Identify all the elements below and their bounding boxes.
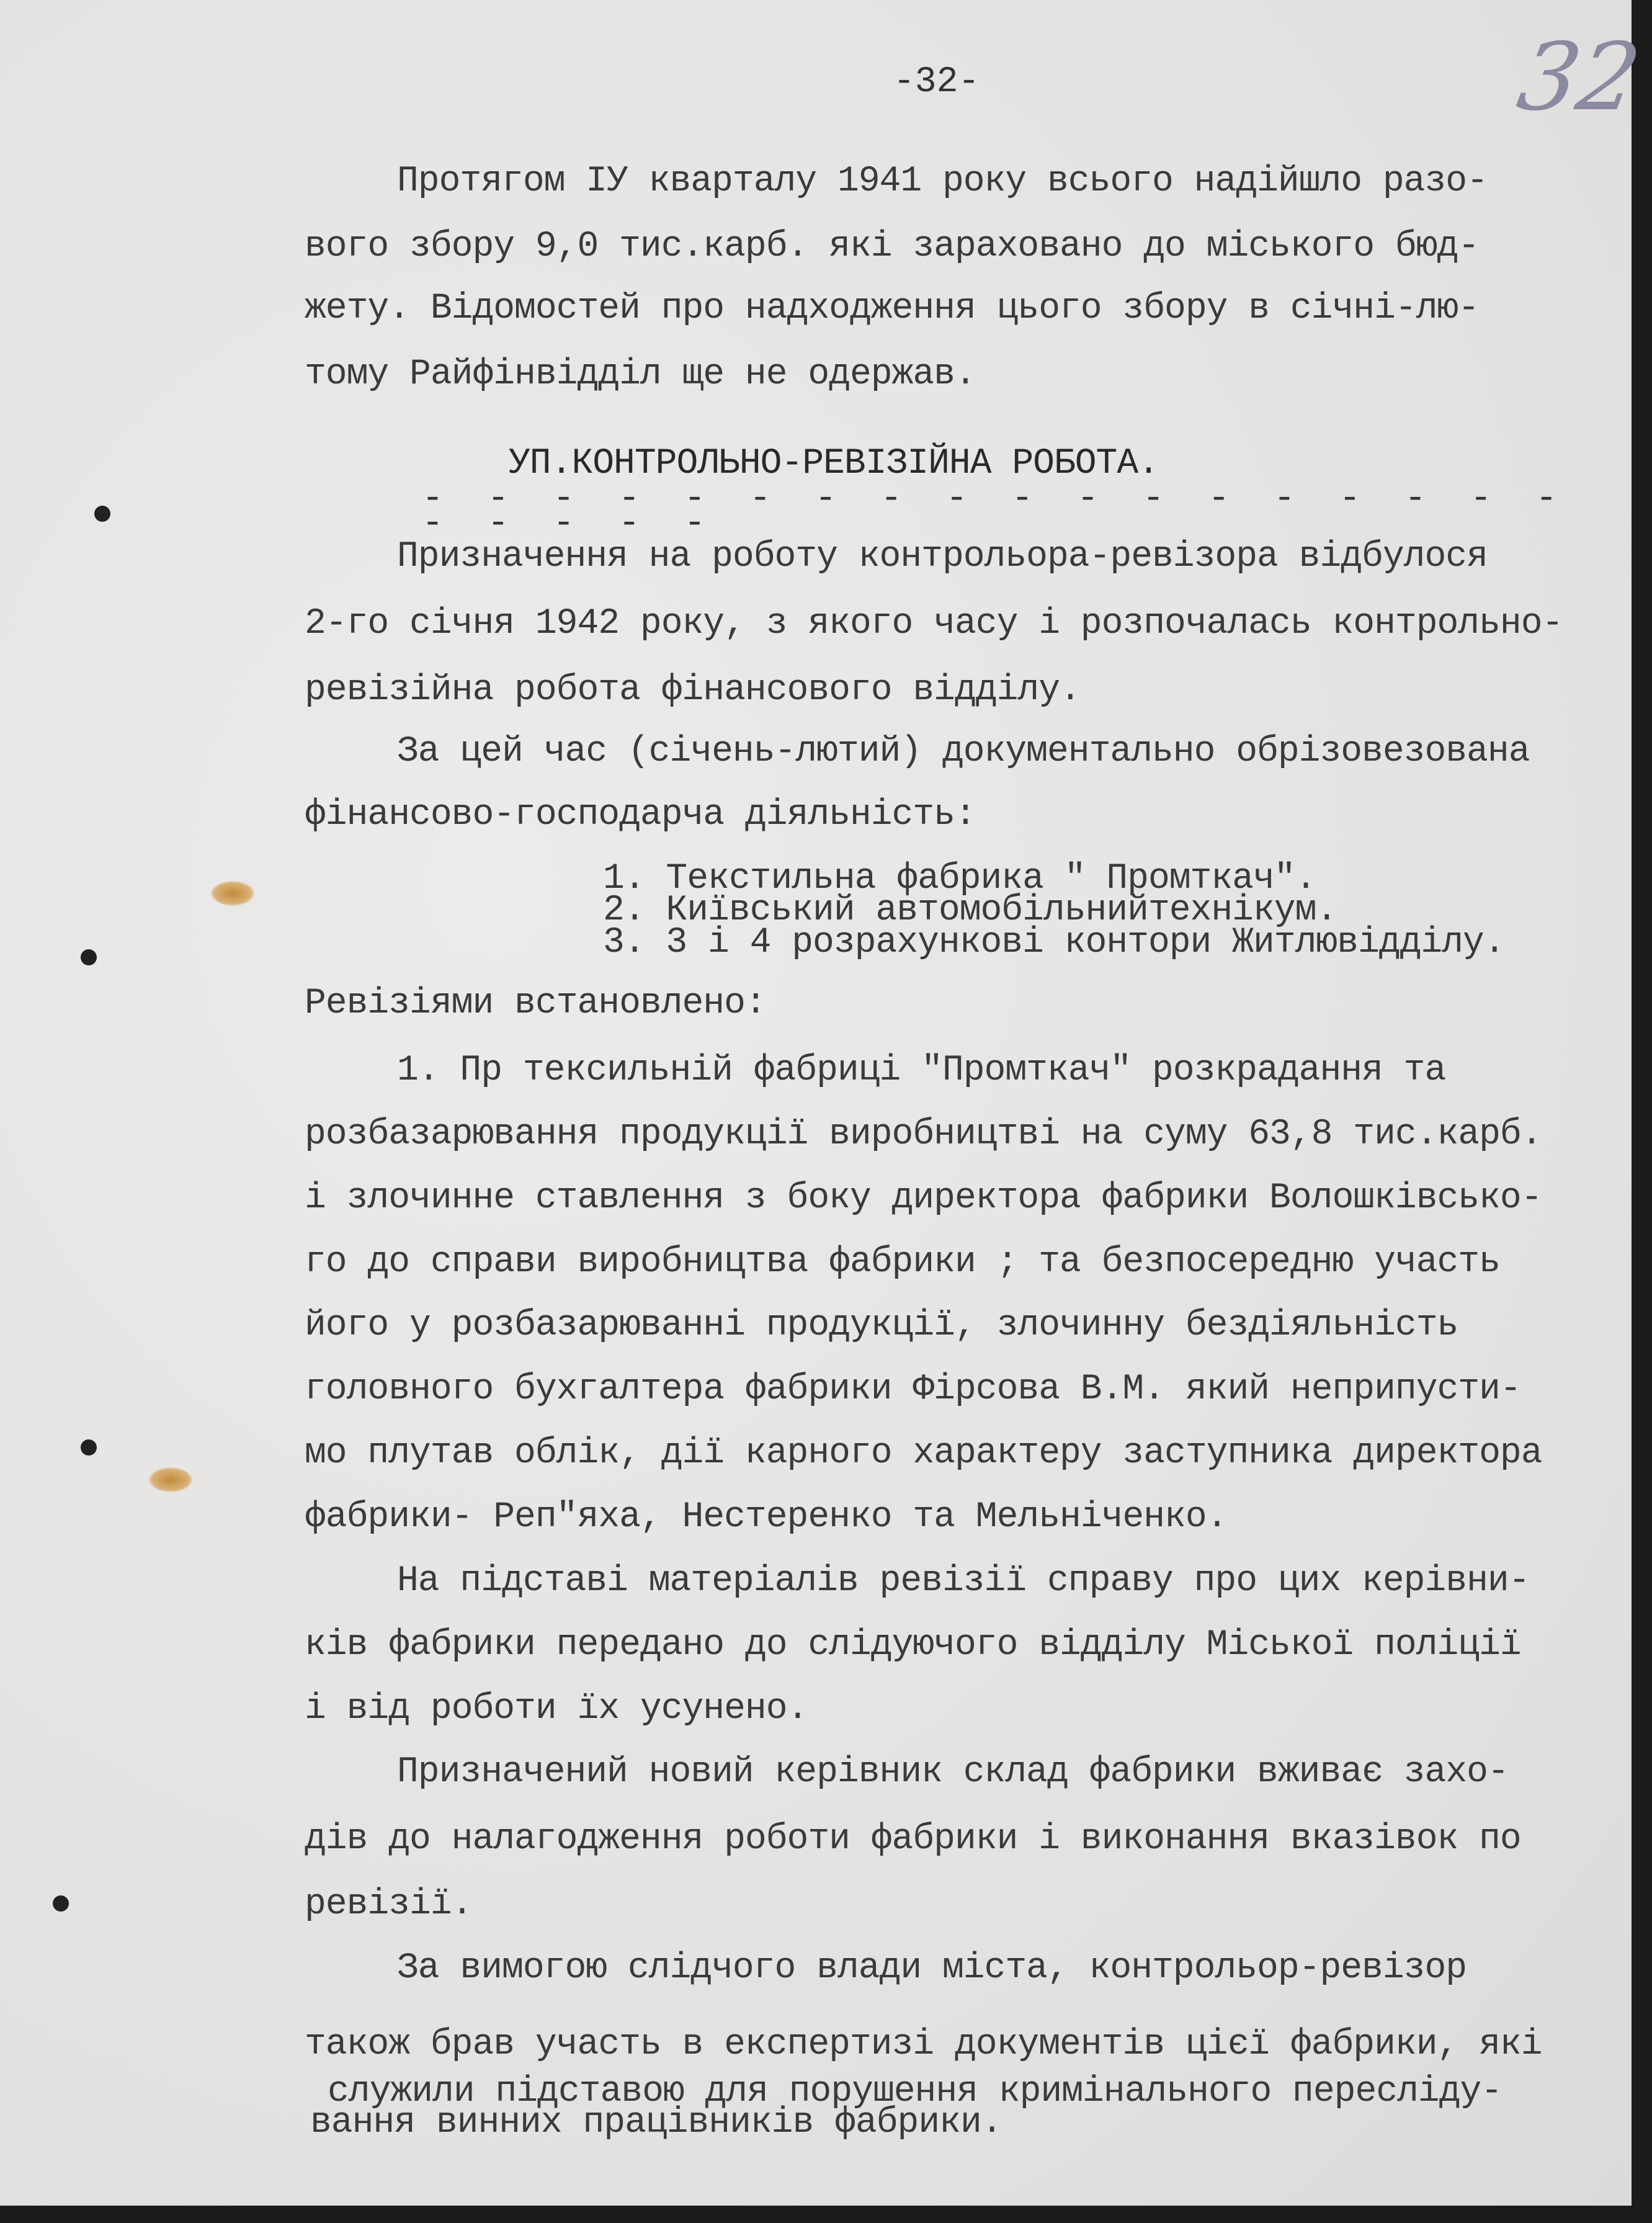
text-line: мо плутав облік, дії карного характеру заступника директора [305, 1433, 1542, 1474]
rust-stain [149, 1467, 192, 1492]
text-line: фінансово-господарча діяльність: [305, 795, 976, 835]
text-line: фабрики- Реп"яха, Нестеренко та Мельніченко. [305, 1497, 1228, 1537]
text-line: дів до налагодження роботи фабрики і виконання вказівок по [305, 1819, 1521, 1859]
text-line: ків фабрики передано до слідуючого відділу Міської поліції [305, 1625, 1521, 1665]
text-line: вання винних працівників фабрики. [310, 2103, 1002, 2143]
heading-underline-dashes: - - - - - - - - - - - - - - - - - - - - - - - [422, 479, 1569, 544]
text-line: го до справи виробництва фабрики ; та безпосередню участь [305, 1242, 1500, 1282]
text-line: Призначення на роботу контрольора-ревізора відбулося [397, 537, 1488, 577]
text-line: ревізійна робота фінансового відділу. [305, 670, 1081, 710]
text-line: розбазарювання продукції виробництві на суму 63,8 тис.карб. [305, 1114, 1542, 1155]
text-line: і злочинне ставлення з боку директора фабрики Волошківсько- [305, 1178, 1542, 1219]
text-line: Призначений новий керівник склад фабрики вживає захо- [397, 1752, 1509, 1792]
text-line: За вимогою слідчого влади міста, контрольор-ревізор [397, 1948, 1467, 1988]
text-line: і від роботи їх усунено. [305, 1689, 808, 1729]
rust-stain [211, 881, 254, 906]
punch-hole [94, 506, 110, 522]
text-line: Протягом ІУ кварталу 1941 року всього надійшло разо- [397, 161, 1488, 202]
text-line: жету. Відомостей про надходження цього збору в січні-лю- [305, 288, 1480, 329]
text-line: Ревізіями встановлено: [305, 983, 766, 1024]
text-line: вого збору 9,0 тис.карб. які зараховано до міського бюд- [305, 226, 1480, 267]
punch-hole [81, 949, 97, 965]
page-number: -32- [893, 62, 980, 102]
text-line: головного бухгалтера фабрики Фірсова В.М. який неприпусти- [305, 1369, 1521, 1410]
section-heading: УП.КОНТРОЛЬНО-РЕВІЗІЙНА РОБОТА. [509, 444, 1159, 484]
punch-hole [81, 1439, 97, 1456]
text-line: 3. 3 і 4 розрахункові контори Житлювідділу. [603, 923, 1505, 963]
text-line: 2-го січня 1942 року, з якого часу і розпочалась контрольно- [305, 604, 1563, 644]
text-line: служили підставою для порушення кримінального пересліду- [328, 2072, 1502, 2112]
text-line: 2. Київський автомобільнийтехнікум. [603, 890, 1337, 931]
text-line: тому Райфінвідділ ще не одержав. [305, 354, 976, 395]
text-line: За цей час (січень-лютий) документально обрізовезована [397, 731, 1530, 772]
text-line: також брав участь в експертизі документів цієї фабрики, які [305, 2024, 1542, 2065]
text-line: 1. Текстильна фабрика " Промткач". [603, 859, 1316, 899]
text-line: ревізії. [305, 1884, 473, 1925]
punch-hole [53, 1895, 69, 1912]
handwritten-page-number: 32 [1510, 24, 1648, 132]
text-line: його у розбазарюванні продукції, злочинну бездіяльність [305, 1305, 1458, 1346]
text-line: На підставі матеріалів ревізії справу про цих керівни- [397, 1561, 1530, 1601]
text-line: 1. Пр тексильній фабриці "Промткач" розкрадання та [397, 1050, 1446, 1091]
